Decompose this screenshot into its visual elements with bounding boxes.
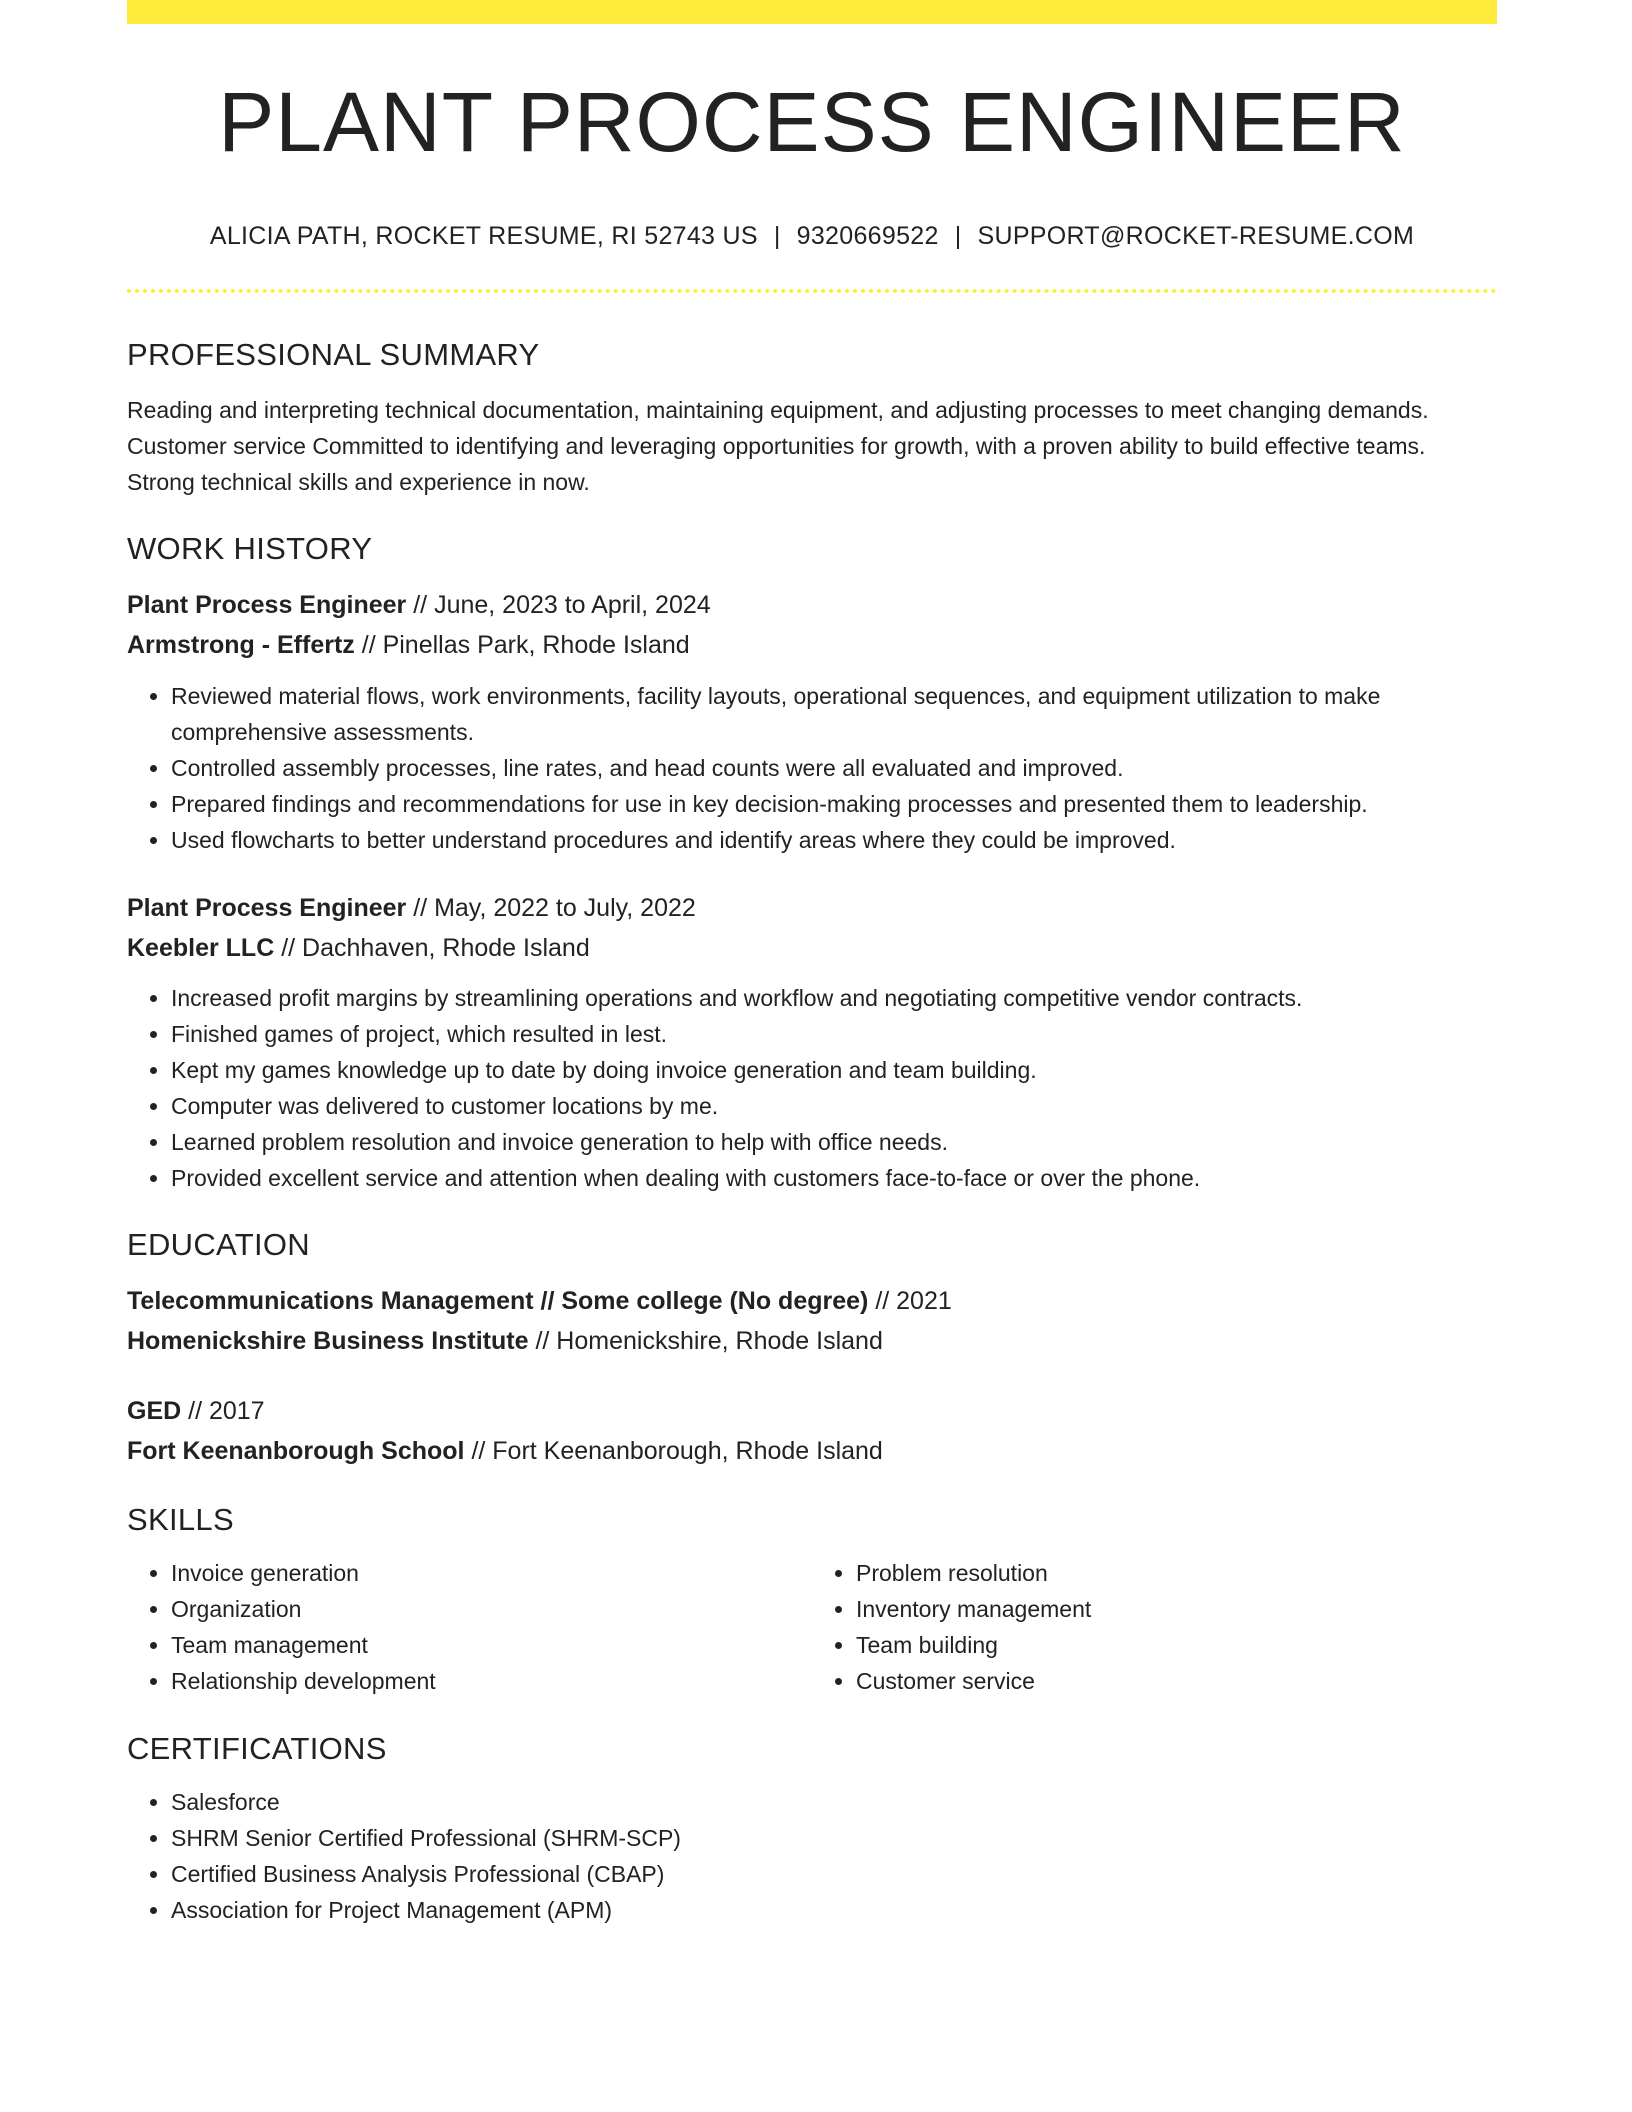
job-title: Plant Process Engineer	[127, 591, 407, 619]
education-entry	[127, 1281, 1497, 1361]
degree-year: // 2017	[181, 1397, 265, 1425]
list-item: • Association for Project Management (APM)	[171, 1892, 1497, 1928]
job-location: // Dachhaven, Rhode Island	[274, 934, 590, 962]
contact-email: SUPPORT@ROCKET-RESUME.COM	[977, 222, 1415, 250]
job-title: Plant Process Engineer	[127, 894, 407, 922]
school-line	[127, 1321, 1497, 1361]
summary-text: Reading and interpreting technical documentation, maintaining equipment, and adjusting processes to meet changing demands. Customer service Committed to identifying and leveraging opportunities for growth, with a proven ability to build effective teams. Strong technical skills and experience in now.	[127, 397, 1429, 495]
skills-heading: SKILLS	[127, 1502, 234, 1537]
job-entry	[127, 585, 1497, 858]
list-item: • Reviewed material flows, work environments, facility layouts, operational sequences, and equipment utilization to make comprehensive assessments.	[171, 678, 1497, 750]
list-item: • Kept my games knowledge up to date by doing invoice generation and team building.	[171, 1052, 1497, 1088]
job-dates: // May, 2022 to July, 2022	[406, 894, 696, 922]
certifications-list	[127, 1784, 1497, 1928]
skills-column-left	[127, 1555, 812, 1699]
contact-separator: |	[954, 222, 962, 250]
list-item: • Organization	[171, 1591, 812, 1627]
school-location: // Homenickshire, Rhode Island	[528, 1327, 883, 1355]
job-dates: // June, 2023 to April, 2024	[406, 591, 711, 619]
degree: Telecommunications Management // Some college (No degree)	[127, 1287, 869, 1315]
accent-top-bar	[127, 0, 1497, 24]
job-company-line	[127, 928, 1497, 968]
list-item: • Customer service	[856, 1663, 1497, 1699]
list-item: • Controlled assembly processes, line rates, and head counts were all evaluated and improved.	[171, 750, 1497, 786]
education-heading: EDUCATION	[127, 1227, 310, 1262]
list-item: • Team management	[171, 1627, 812, 1663]
school: Homenickshire Business Institute	[127, 1327, 529, 1355]
job-title-line	[127, 585, 1497, 625]
contact-address: ALICIA PATH, ROCKET RESUME, RI 52743 US	[209, 222, 758, 250]
job-location: // Pinellas Park, Rhode Island	[354, 631, 690, 659]
degree-line	[127, 1281, 1497, 1321]
dotted-divider	[127, 289, 1497, 293]
summary-heading: PROFESSIONAL SUMMARY	[127, 337, 540, 372]
list-item: • Learned problem resolution and invoice generation to help with office needs.	[171, 1124, 1497, 1160]
contact-separator: |	[773, 222, 781, 250]
skills-column-right	[812, 1555, 1497, 1699]
work-history-heading: WORK HISTORY	[127, 531, 373, 566]
job-company-line	[127, 625, 1497, 665]
skills-grid	[127, 1555, 1497, 1699]
list-item: • Increased profit margins by streamlining operations and workflow and negotiating competitive vendor contracts.	[171, 980, 1497, 1016]
list-item: • Used flowcharts to better understand procedures and identify areas where they could be improved.	[171, 822, 1497, 858]
job-company: Keebler LLC	[127, 934, 275, 962]
resume-page	[127, 0, 1497, 1928]
list-item: • Salesforce	[171, 1784, 1497, 1820]
list-item: • Provided excellent service and attention when dealing with customers face-to-face or over the phone.	[171, 1160, 1497, 1196]
resume-title: PLANT PROCESS ENGINEER	[218, 75, 1406, 169]
list-item: • Relationship development	[171, 1663, 812, 1699]
list-item: • Team building	[856, 1627, 1497, 1663]
list-item: • Prepared findings and recommendations for use in key decision-making processes and presented them to leadership.	[171, 786, 1497, 822]
list-item: • Inventory management	[856, 1591, 1497, 1627]
degree: GED	[127, 1397, 182, 1425]
school-line	[127, 1431, 1497, 1471]
education-entry	[127, 1391, 1497, 1471]
list-item: • Finished games of project, which resulted in lest.	[171, 1016, 1497, 1052]
contact-phone: 9320669522	[796, 222, 939, 250]
list-item: • SHRM Senior Certified Professional (SHRM-SCP)	[171, 1820, 1497, 1856]
list-item: • Certified Business Analysis Professional (CBAP)	[171, 1856, 1497, 1892]
degree-year: // 2021	[868, 1287, 952, 1315]
list-item: • Computer was delivered to customer locations by me.	[171, 1088, 1497, 1124]
job-bullets	[127, 980, 1497, 1196]
list-item: • Invoice generation	[171, 1555, 812, 1591]
job-title-line	[127, 888, 1497, 928]
school-location: // Fort Keenanborough, Rhode Island	[464, 1437, 883, 1465]
contact-line	[127, 224, 1497, 249]
job-company: Armstrong - Effertz	[127, 631, 355, 659]
school: Fort Keenanborough School	[127, 1437, 465, 1465]
certifications-heading: CERTIFICATIONS	[127, 1731, 387, 1766]
job-entry	[127, 888, 1497, 1196]
job-bullets	[127, 678, 1497, 858]
degree-line	[127, 1391, 1497, 1431]
list-item: • Problem resolution	[856, 1555, 1497, 1591]
